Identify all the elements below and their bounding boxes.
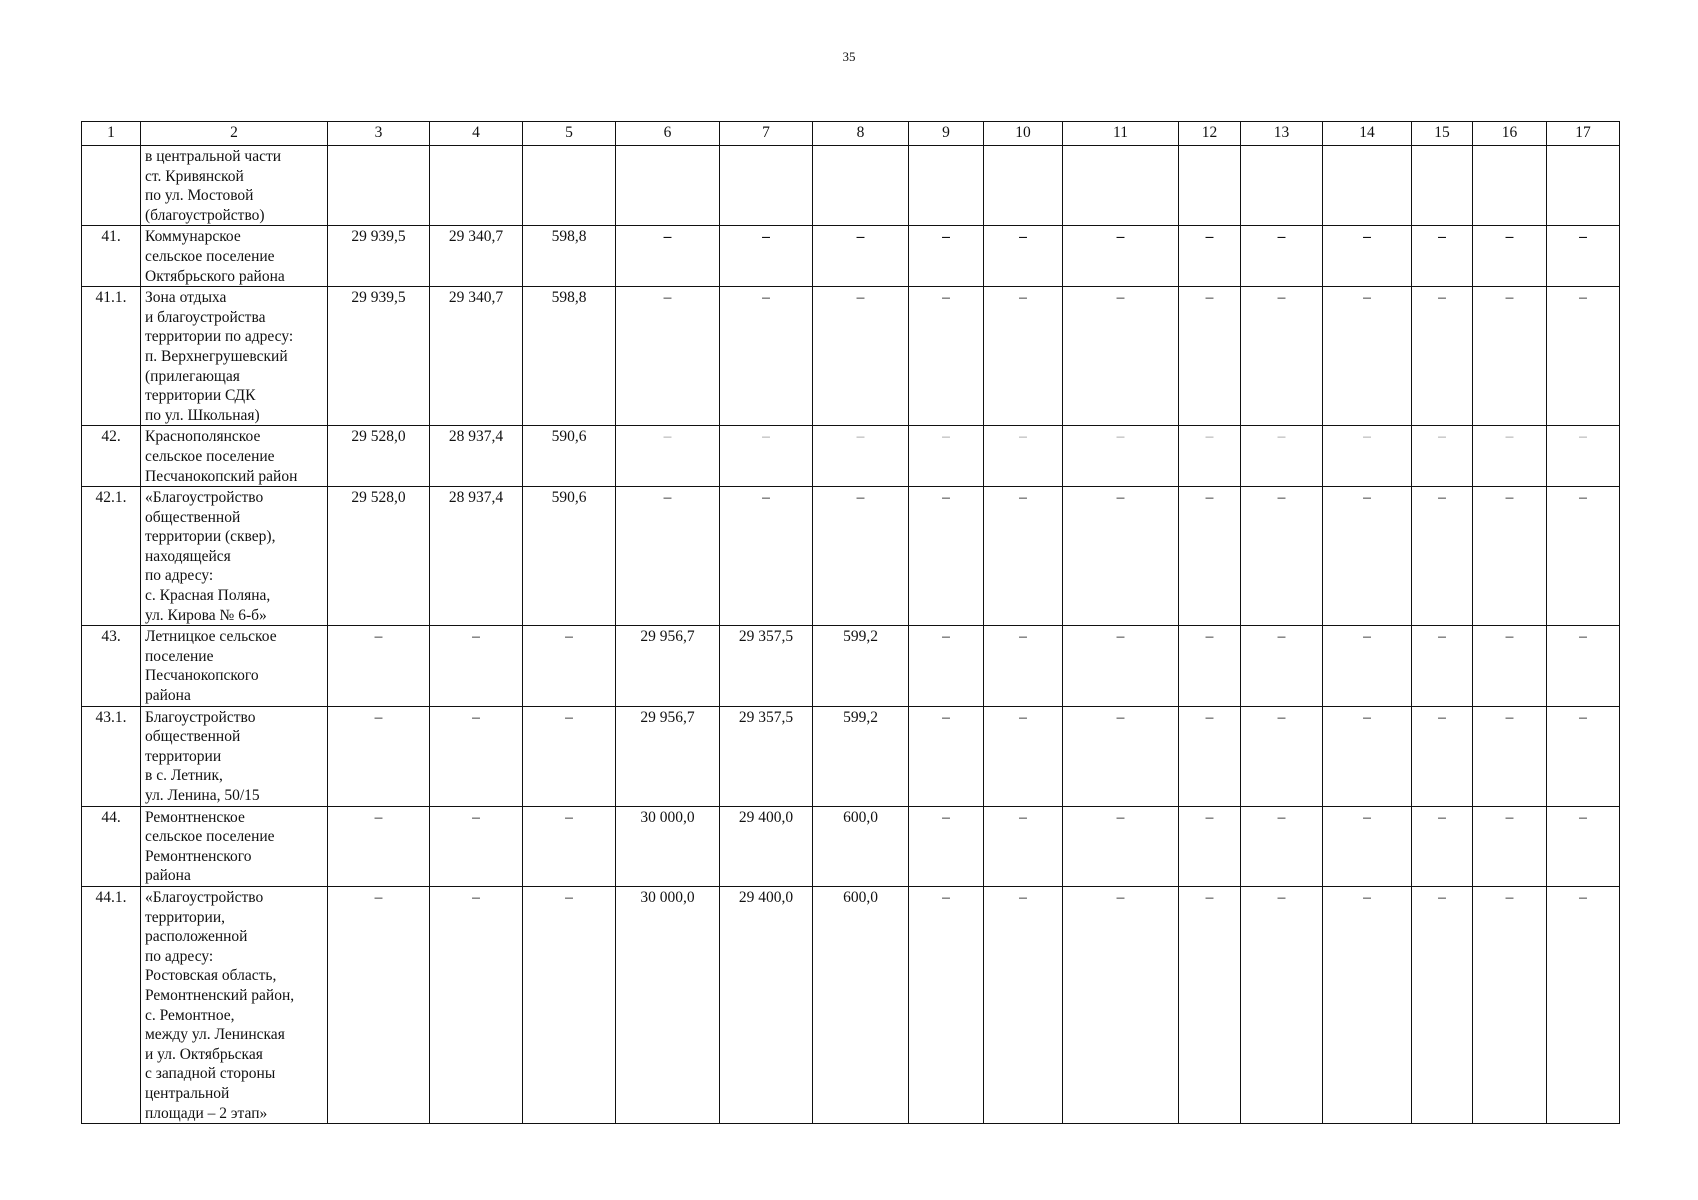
value-cell [328,146,430,226]
empty-value-dash: – [1063,487,1179,626]
column-header: 4 [430,122,523,146]
empty-value-dash: – [720,426,813,487]
row-number: 43.1. [82,706,141,806]
value-cell: 29 400,0 [720,806,813,886]
empty-value-dash: – [813,287,909,426]
budget-table [81,121,1620,1124]
empty-value-dash: – [1473,626,1547,706]
value-cell: 598,8 [523,226,616,287]
empty-value-dash: – [1323,287,1412,426]
value-cell: 600,0 [813,806,909,886]
column-header: 15 [1412,122,1473,146]
empty-value-dash: – [813,226,909,287]
row-name: Коммунарское сельское поселение Октябрьского района [141,226,328,287]
value-cell [984,146,1063,226]
column-header: 3 [328,122,430,146]
empty-value-dash: – [909,426,984,487]
empty-value-dash: – [1063,806,1179,886]
value-cell [523,146,616,226]
empty-value-dash: – [1323,886,1412,1123]
value-cell [1547,146,1620,226]
empty-value-dash: – [523,806,616,886]
value-cell: 28 937,4 [430,426,523,487]
empty-value-dash: – [1179,226,1241,287]
empty-value-dash: – [720,287,813,426]
table-row [82,706,1620,806]
value-cell [430,146,523,226]
row-number [82,146,141,226]
empty-value-dash: – [328,706,430,806]
empty-value-dash: – [430,626,523,706]
value-cell: 590,6 [523,426,616,487]
table-row [82,146,1620,226]
value-cell: 29 528,0 [328,426,430,487]
empty-value-dash: – [1547,226,1620,287]
empty-value-dash: – [1412,706,1473,806]
empty-value-dash: – [523,706,616,806]
empty-value-dash: – [1179,287,1241,426]
column-number-row [82,122,1620,146]
row-name: Благоустройство общественной территории в с. Летник, ул. Ленина, 50/15 [141,706,328,806]
column-header: 16 [1473,122,1547,146]
value-cell: 28 937,4 [430,487,523,626]
empty-value-dash: – [1241,226,1323,287]
table-row [82,626,1620,706]
empty-value-dash: – [720,226,813,287]
table-row [82,426,1620,487]
column-header: 14 [1323,122,1412,146]
empty-value-dash: – [1547,706,1620,806]
column-header: 1 [82,122,141,146]
empty-value-dash: – [984,886,1063,1123]
row-name: Зона отдыха и благоустройства территории по адресу: п. Верхнегрушевский (прилегающая территории СДК по ул. Школьная) [141,287,328,426]
column-header: 12 [1179,122,1241,146]
row-name: «Благоустройство общественной территории (сквер), находящейся по адресу: с. Красная Поляна, ул. Кирова № 6-б» [141,487,328,626]
empty-value-dash: – [328,806,430,886]
empty-value-dash: – [1547,487,1620,626]
empty-value-dash: – [720,487,813,626]
empty-value-dash: – [1179,626,1241,706]
value-cell: 599,2 [813,626,909,706]
value-cell: 29 340,7 [430,226,523,287]
empty-value-dash: – [1063,287,1179,426]
column-header: 11 [1063,122,1179,146]
value-cell: 29 400,0 [720,886,813,1123]
empty-value-dash: – [1063,426,1179,487]
empty-value-dash: – [909,287,984,426]
value-cell: 29 956,7 [616,706,720,806]
empty-value-dash: – [909,806,984,886]
empty-value-dash: – [1412,226,1473,287]
row-number: 42. [82,426,141,487]
row-name: в центральной части ст. Кривянской по ул. Мостовой (благоустройство) [141,146,328,226]
empty-value-dash: – [523,626,616,706]
empty-value-dash: – [1547,426,1620,487]
empty-value-dash: – [984,426,1063,487]
value-cell: 29 939,5 [328,287,430,426]
empty-value-dash: – [1473,426,1547,487]
empty-value-dash: – [430,886,523,1123]
value-cell: 29 528,0 [328,487,430,626]
empty-value-dash: – [1323,487,1412,626]
empty-value-dash: – [1412,287,1473,426]
row-number: 42.1. [82,487,141,626]
empty-value-dash: – [1473,706,1547,806]
table-row [82,886,1620,1123]
value-cell: 30 000,0 [616,806,720,886]
empty-value-dash: – [1547,287,1620,426]
row-number: 44.1. [82,886,141,1123]
column-header: 2 [141,122,328,146]
empty-value-dash: – [1241,487,1323,626]
value-cell: 29 357,5 [720,626,813,706]
empty-value-dash: – [616,287,720,426]
row-number: 41. [82,226,141,287]
empty-value-dash: – [1179,706,1241,806]
row-number: 43. [82,626,141,706]
empty-value-dash: – [1473,806,1547,886]
value-cell [1063,146,1179,226]
empty-value-dash: – [984,706,1063,806]
value-cell [1179,146,1241,226]
empty-value-dash: – [984,287,1063,426]
empty-value-dash: – [430,806,523,886]
column-header: 7 [720,122,813,146]
value-cell: 29 340,7 [430,287,523,426]
empty-value-dash: – [909,706,984,806]
empty-value-dash: – [1323,226,1412,287]
empty-value-dash: – [813,426,909,487]
empty-value-dash: – [909,626,984,706]
empty-value-dash: – [1473,287,1547,426]
value-cell [1241,146,1323,226]
value-cell [1323,146,1412,226]
empty-value-dash: – [328,886,430,1123]
row-name: Краснополянское сельское поселение Песчанокопский район [141,426,328,487]
empty-value-dash: – [1241,806,1323,886]
empty-value-dash: – [430,706,523,806]
row-name: «Благоустройство территории, расположенной по адресу: Ростовская область, Ремонтненский район, с. Ремонтное, между ул. Ленинская и ул. Октябрьская с западной стороны центральной площади – 2 этап» [141,886,328,1123]
empty-value-dash: – [1547,886,1620,1123]
value-cell: 590,6 [523,487,616,626]
value-cell: 29 956,7 [616,626,720,706]
empty-value-dash: – [984,806,1063,886]
empty-value-dash: – [523,886,616,1123]
empty-value-dash: – [1473,226,1547,287]
empty-value-dash: – [984,487,1063,626]
empty-value-dash: – [1179,806,1241,886]
value-cell [720,146,813,226]
column-header: 13 [1241,122,1323,146]
empty-value-dash: – [1412,487,1473,626]
empty-value-dash: – [1179,487,1241,626]
value-cell [909,146,984,226]
empty-value-dash: – [1241,886,1323,1123]
column-header: 8 [813,122,909,146]
row-name: Летницкое сельское поселение Песчанокопского района [141,626,328,706]
empty-value-dash: – [1412,626,1473,706]
empty-value-dash: – [1412,426,1473,487]
empty-value-dash: – [616,226,720,287]
value-cell: 29 939,5 [328,226,430,287]
empty-value-dash: – [1063,706,1179,806]
empty-value-dash: – [909,886,984,1123]
row-number: 44. [82,806,141,886]
empty-value-dash: – [813,487,909,626]
empty-value-dash: – [1179,426,1241,487]
value-cell: 29 357,5 [720,706,813,806]
empty-value-dash: – [1473,886,1547,1123]
empty-value-dash: – [1473,487,1547,626]
empty-value-dash: – [328,626,430,706]
table-row [82,487,1620,626]
empty-value-dash: – [1241,706,1323,806]
value-cell [616,146,720,226]
empty-value-dash: – [1547,626,1620,706]
empty-value-dash: – [616,487,720,626]
empty-value-dash: – [1063,626,1179,706]
empty-value-dash: – [909,487,984,626]
empty-value-dash: – [616,426,720,487]
empty-value-dash: – [1241,287,1323,426]
empty-value-dash: – [1323,706,1412,806]
table-row [82,287,1620,426]
value-cell [813,146,909,226]
empty-value-dash: – [984,626,1063,706]
table-body [82,146,1620,1124]
value-cell [1412,146,1473,226]
empty-value-dash: – [1412,886,1473,1123]
empty-value-dash: – [1323,806,1412,886]
column-header: 9 [909,122,984,146]
empty-value-dash: – [1323,626,1412,706]
empty-value-dash: – [984,226,1063,287]
column-header: 5 [523,122,616,146]
value-cell: 30 000,0 [616,886,720,1123]
empty-value-dash: – [1179,886,1241,1123]
value-cell: 600,0 [813,886,909,1123]
column-header: 17 [1547,122,1620,146]
page-number: 35 [842,49,856,64]
table-row [82,806,1620,886]
value-cell: 598,8 [523,287,616,426]
empty-value-dash: – [1063,226,1179,287]
row-name: Ремонтненское сельское поселение Ремонтненского района [141,806,328,886]
row-number: 41.1. [82,287,141,426]
empty-value-dash: – [909,226,984,287]
value-cell: 599,2 [813,706,909,806]
column-header: 10 [984,122,1063,146]
empty-value-dash: – [1063,886,1179,1123]
empty-value-dash: – [1412,806,1473,886]
column-header: 6 [616,122,720,146]
empty-value-dash: – [1241,626,1323,706]
value-cell [1473,146,1547,226]
empty-value-dash: – [1547,806,1620,886]
empty-value-dash: – [1241,426,1323,487]
table-row [82,226,1620,287]
empty-value-dash: – [1323,426,1412,487]
